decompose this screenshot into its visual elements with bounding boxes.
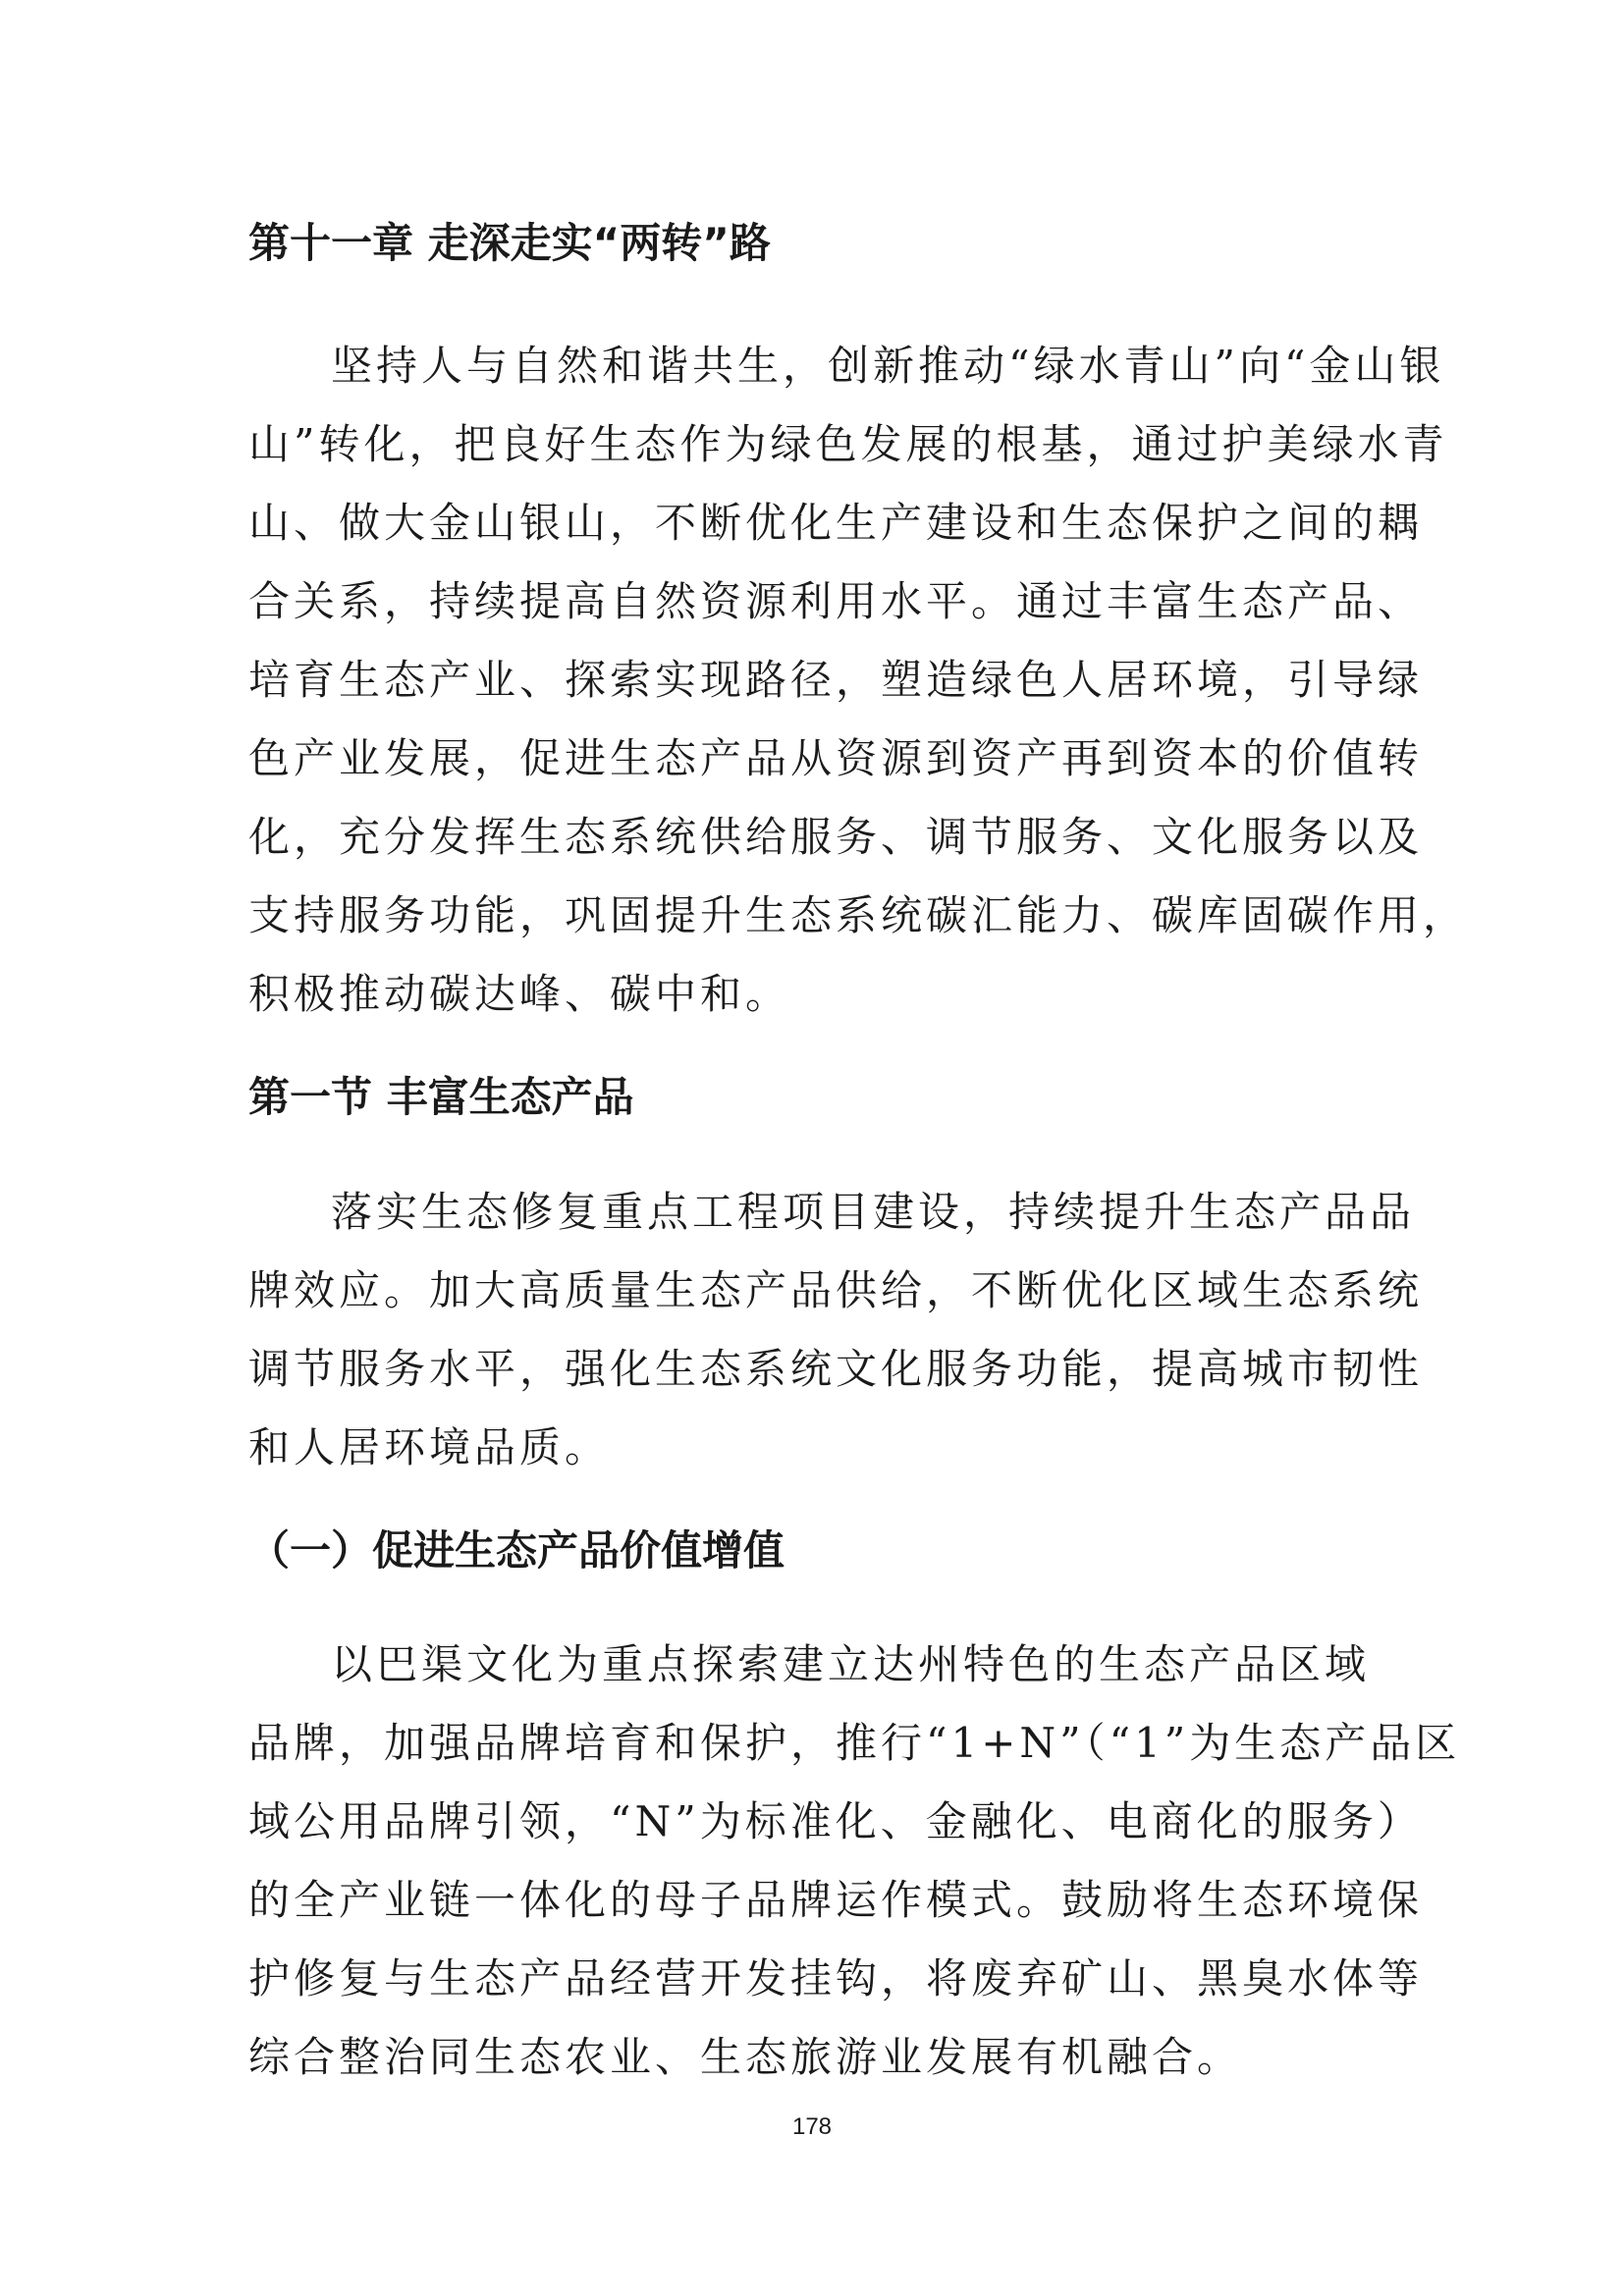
intro-paragraph <box>248 327 1468 1034</box>
paragraph-line: 山”转化，把良好生态作为绿色发展的根基，通过护美绿水青 <box>248 420 1448 468</box>
paragraph-line: 山、做大金山银山，不断优化生产建设和生态保护之间的耦 <box>248 499 1424 547</box>
paragraph-line: 以巴渠文化为重点探索建立达州特色的生态产品区域 <box>331 1640 1371 1688</box>
paragraph-line: 落实生态修复重点工程项目建设，持续提升生态产品品 <box>331 1188 1416 1236</box>
paragraph-line: 牌效应。加大高质量生态产品供给，不断优化区域生态系统 <box>248 1266 1424 1314</box>
section-paragraph <box>248 1173 1423 1487</box>
paragraph-line: 色产业发展，促进生态产品从资源到资产再到资本的价值转 <box>248 734 1424 782</box>
page-number: 178 <box>791 2113 833 2140</box>
paragraph-line: 坚持人与自然和谐共生，创新推动“绿水青山”向“金山银 <box>331 342 1445 390</box>
section-title: 第一节 丰富生态产品 <box>248 1073 634 1121</box>
subsection-paragraph <box>248 1626 1460 2097</box>
paragraph-line: 支持服务功能，巩固提升生态系统碳汇能力、碳库固碳作用， <box>248 891 1469 939</box>
paragraph-line: 调节服务水平，强化生态系统文化服务功能，提高城市韧性 <box>248 1345 1424 1393</box>
paragraph-line: 化，充分发挥生态系统供给服务、调节服务、文化服务以及 <box>248 813 1424 861</box>
paragraph-line: 培育生态产业、探索实现路径，塑造绿色人居环境，引导绿 <box>248 656 1424 704</box>
paragraph-line: 和人居环境品质。 <box>248 1423 611 1471</box>
paragraph-line: 护修复与生态产品经营开发挂钩，将废弃矿山、黑臭水体等 <box>248 1954 1424 2002</box>
paragraph-line: 综合整治同生态农业、生态旅游业发展有机融合。 <box>248 2033 1243 2081</box>
paragraph-line: 合关系，持续提高自然资源利用水平。通过丰富生态产品、 <box>248 577 1424 625</box>
paragraph-line: 品牌，加强品牌培育和保护，推行“1+N”（“1”为生态产品区 <box>248 1719 1461 1767</box>
paragraph-line: 积极推动碳达峰、碳中和。 <box>248 970 791 1018</box>
paragraph-line: 的全产业链一体化的母子品牌运作模式。鼓励将生态环境保 <box>248 1876 1424 1924</box>
chapter-title: 第十一章 走深走实“两转”路 <box>248 219 771 267</box>
paragraph-line: 域公用品牌引领，“N”为标准化、金融化、电商化的服务） <box>248 1797 1423 1845</box>
subsection-title: （一）促进生态产品价值增值 <box>248 1526 785 1575</box>
